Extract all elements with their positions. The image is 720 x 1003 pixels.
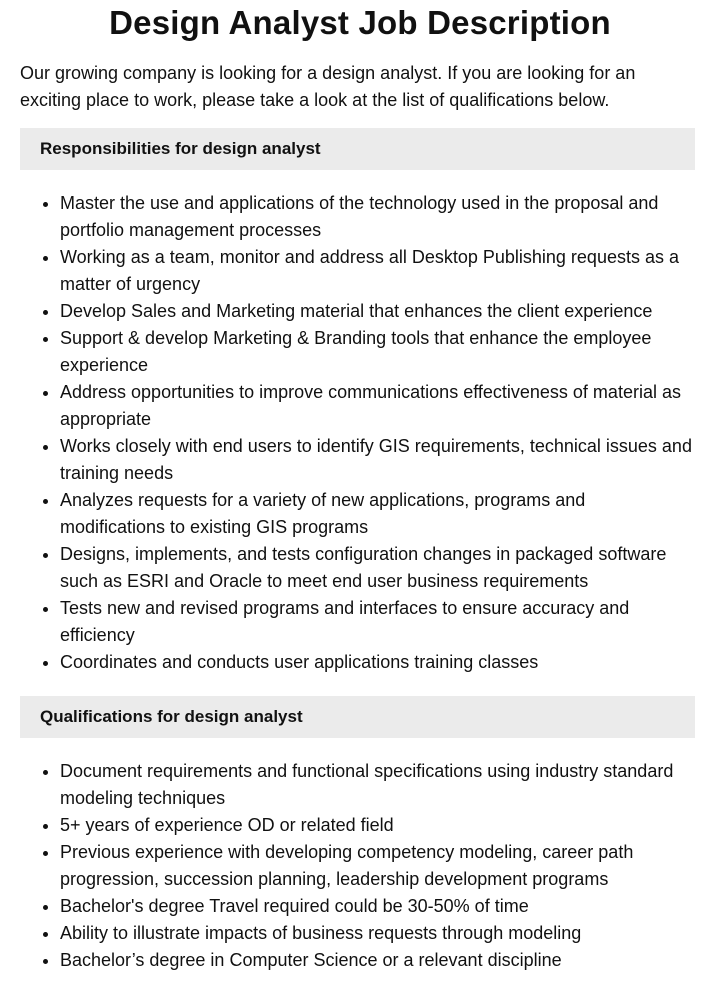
list-item: • Bachelor's degree Travel required could be 30-50% of time — [60, 893, 695, 920]
list-item: • Analyzes requests for a variety of new applications, programs and modifications to existing GIS programs — [60, 487, 695, 541]
qualifications-list — [20, 758, 695, 974]
intro-paragraph: Our growing company is looking for a design analyst. If you are looking for an exciting place to work, please take a look at the list of qualifications below. — [20, 63, 636, 110]
list-item: • Previous experience with developing competency modeling, career path progression, succession planning, leadership development programs — [60, 839, 695, 893]
list-item: • Develop Sales and Marketing material that enhances the client experience — [60, 298, 695, 325]
list-item: • Tests new and revised programs and interfaces to ensure accuracy and efficiency — [60, 595, 695, 649]
list-item: • Address opportunities to improve communications effectiveness of material as appropriate — [60, 379, 695, 433]
list-item: • Document requirements and functional specifications using industry standard modeling techniques — [60, 758, 695, 812]
list-item: • Working as a team, monitor and address all Desktop Publishing requests as a matter of urgency — [60, 244, 695, 298]
responsibilities-list — [20, 190, 695, 676]
list-item: • Works closely with end users to identify GIS requirements, technical issues and training needs — [60, 433, 695, 487]
list-item: • Coordinates and conducts user applications training classes — [60, 649, 695, 676]
list-item: • Master the use and applications of the technology used in the proposal and portfolio management processes — [60, 190, 695, 244]
list-item: • Support & develop Marketing & Branding tools that enhance the employee experience — [60, 325, 695, 379]
list-item: • Ability to illustrate impacts of business requests through modeling — [60, 920, 695, 947]
page-title: Design Analyst Job Description — [109, 4, 611, 41]
responsibilities-heading: Responsibilities for design analyst — [20, 128, 695, 170]
list-item: • Bachelor’s degree in Computer Science or a relevant discipline — [60, 947, 695, 974]
list-item: • Designs, implements, and tests configuration changes in packaged software such as ESRI and Oracle to meet end user business requirements — [60, 541, 695, 595]
list-item: • 5+ years of experience OD or related field — [60, 812, 695, 839]
qualifications-heading: Qualifications for design analyst — [20, 696, 695, 738]
